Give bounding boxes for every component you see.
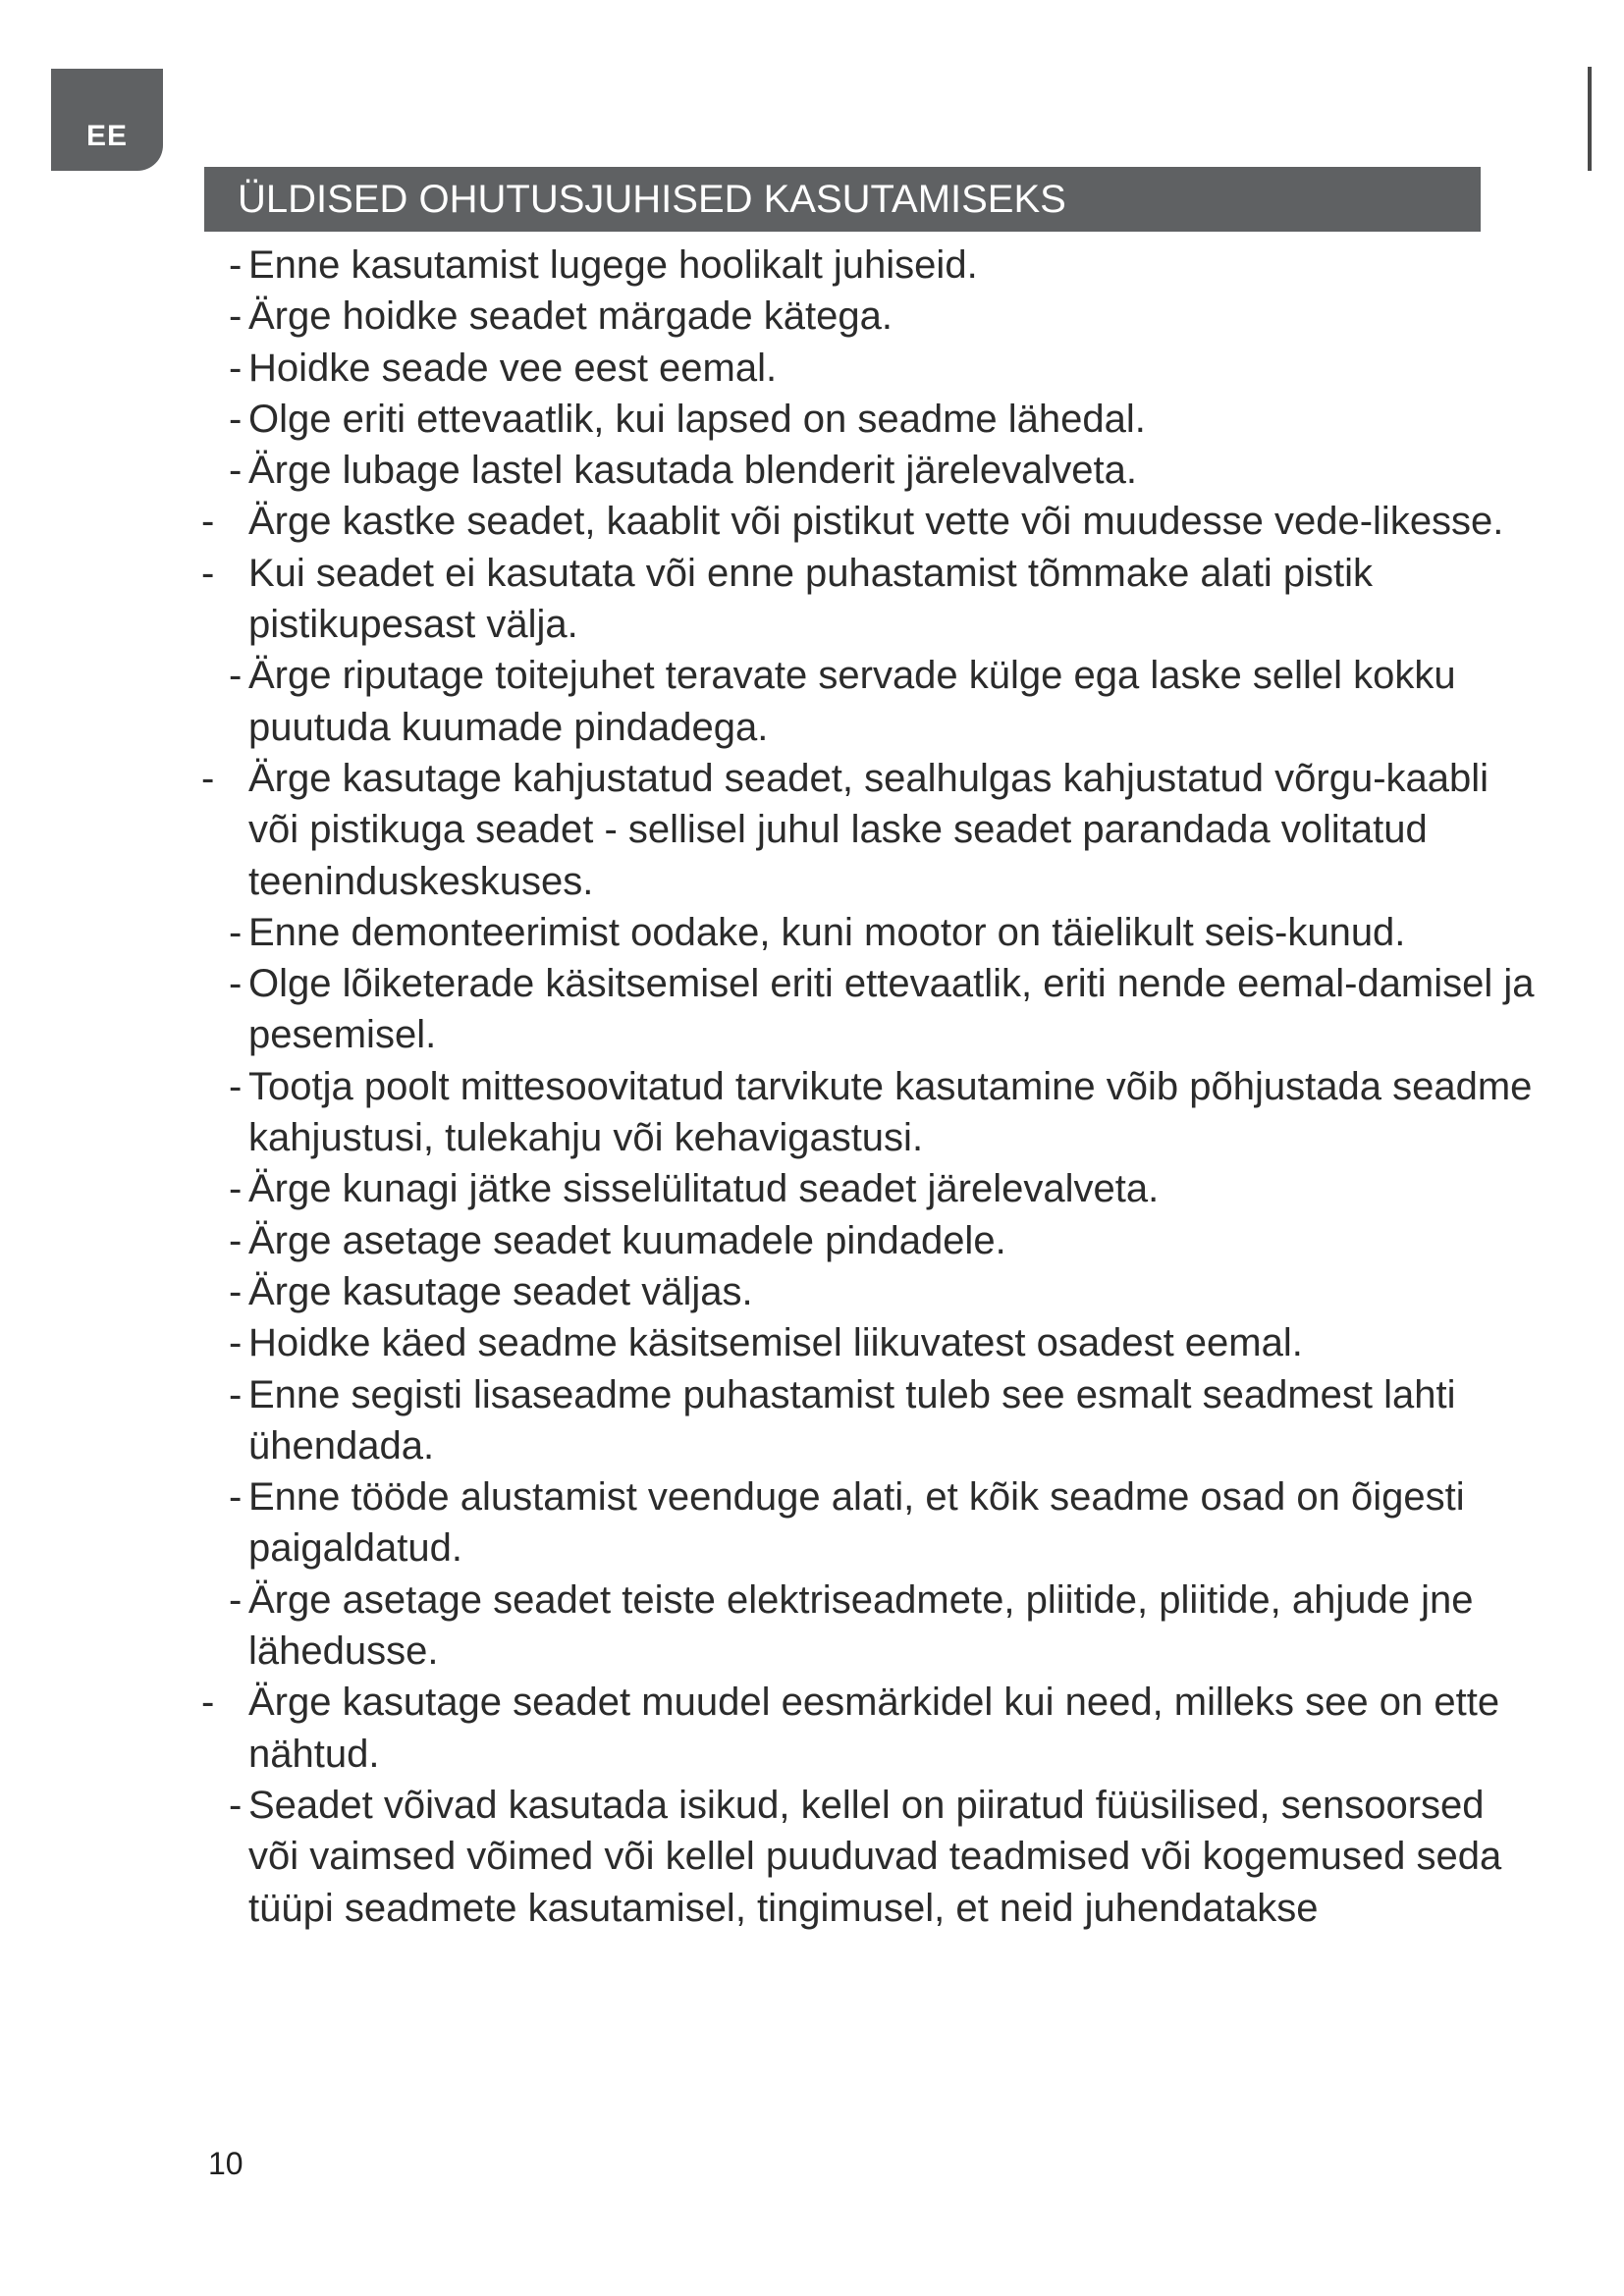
list-item: - Ärge kastke seadet, kaablit või pistikut vette või muudesse vede-likesse. (201, 500, 1504, 544)
list-item: - Hoidke käed seadme käsitsemisel liikuvatest osadest eemal. (229, 1321, 1303, 1365)
language-tab: EE (51, 69, 163, 171)
list-item: - Tootja poolt mittesoovitatud tarvikute kasutamine võib põhjustada seadme kahjustusi, tulekahju või kehavigastusi. (229, 1064, 1533, 1160)
list-item: - Olge lõiketerade käsitsemisel eriti ettevaatlik, eriti nende eemal-damisel ja pesemisel. (229, 962, 1535, 1057)
list-item: - Kui seadet ei kasutata või enne puhastamist tõmmake alati pistik pistikupesast välja. (201, 551, 1374, 647)
list-item: - Ärge asetage seadet teiste elektriseadmete, pliitide, pliitide, ahjude jne lähedusse. (229, 1577, 1474, 1674)
list-item: - Ärge hoidke seadet märgade kätega. (229, 294, 893, 339)
list-item: - Ärge asetage seadet kuumadele pindadele. (229, 1218, 1006, 1262)
list-item: - Ärge kunagi jätke sisselülitatud seadet järelevalveta. (229, 1167, 1160, 1211)
page-edge-marker (1588, 67, 1592, 171)
list-item: - Enne tööde alustamist veenduge alati, et kõik seadme osad on õigesti paigaldatud. (229, 1475, 1465, 1571)
list-item: - Ärge kasutage seadet väljas. (229, 1269, 753, 1313)
safety-instructions-list (201, 240, 1537, 1934)
page-number: 10 (208, 2146, 244, 2181)
list-item: - Enne segisti lisaseadme puhastamist tuleb see esmalt seadmest lahti ühendada. (229, 1372, 1456, 1468)
list-item: - Seadet võivad kasutada isikud, kellel on piiratud füüsilised, sensoorsed või vaimsed võimed või kellel puuduvad teadmised või kogemused seda tüüpi seadmete kasutamisel, tingimusel, et neid juhendatakse (229, 1783, 1502, 1930)
list-item: - Enne demonteerimist oodake, kuni mootor on täielikult seis-kunud. (229, 910, 1406, 954)
list-item: - Enne kasutamist lugege hoolikalt juhiseid. (229, 243, 978, 287)
list-item: - Ärge kasutage kahjustatud seadet, sealhulgas kahjustatud võrgu-kaabli või pistikuga seadet - sellisel juhul laske seadet parandada volitatud teeninduskeskuses. (201, 756, 1489, 903)
list-item: - Ärge lubage lastel kasutada blenderit järelevalveta. (229, 449, 1138, 493)
list-item: - Hoidke seade vee eest eemal. (229, 346, 778, 390)
section-header: ÜLDISED OHUTUSJUHISED KASUTAMISEKS (204, 167, 1481, 232)
list-item: - Ärge kasutage seadet muudel eesmärkidel kui need, milleks see on ette nähtud. (201, 1681, 1500, 1776)
list-item: - Olge eriti ettevaatlik, kui lapsed on seadme lähedal. (229, 397, 1146, 441)
list-item: - Ärge riputage toitejuhet teravate servade külge ega laske sellel kokku puutuda kuumade pindadega. (229, 654, 1456, 749)
